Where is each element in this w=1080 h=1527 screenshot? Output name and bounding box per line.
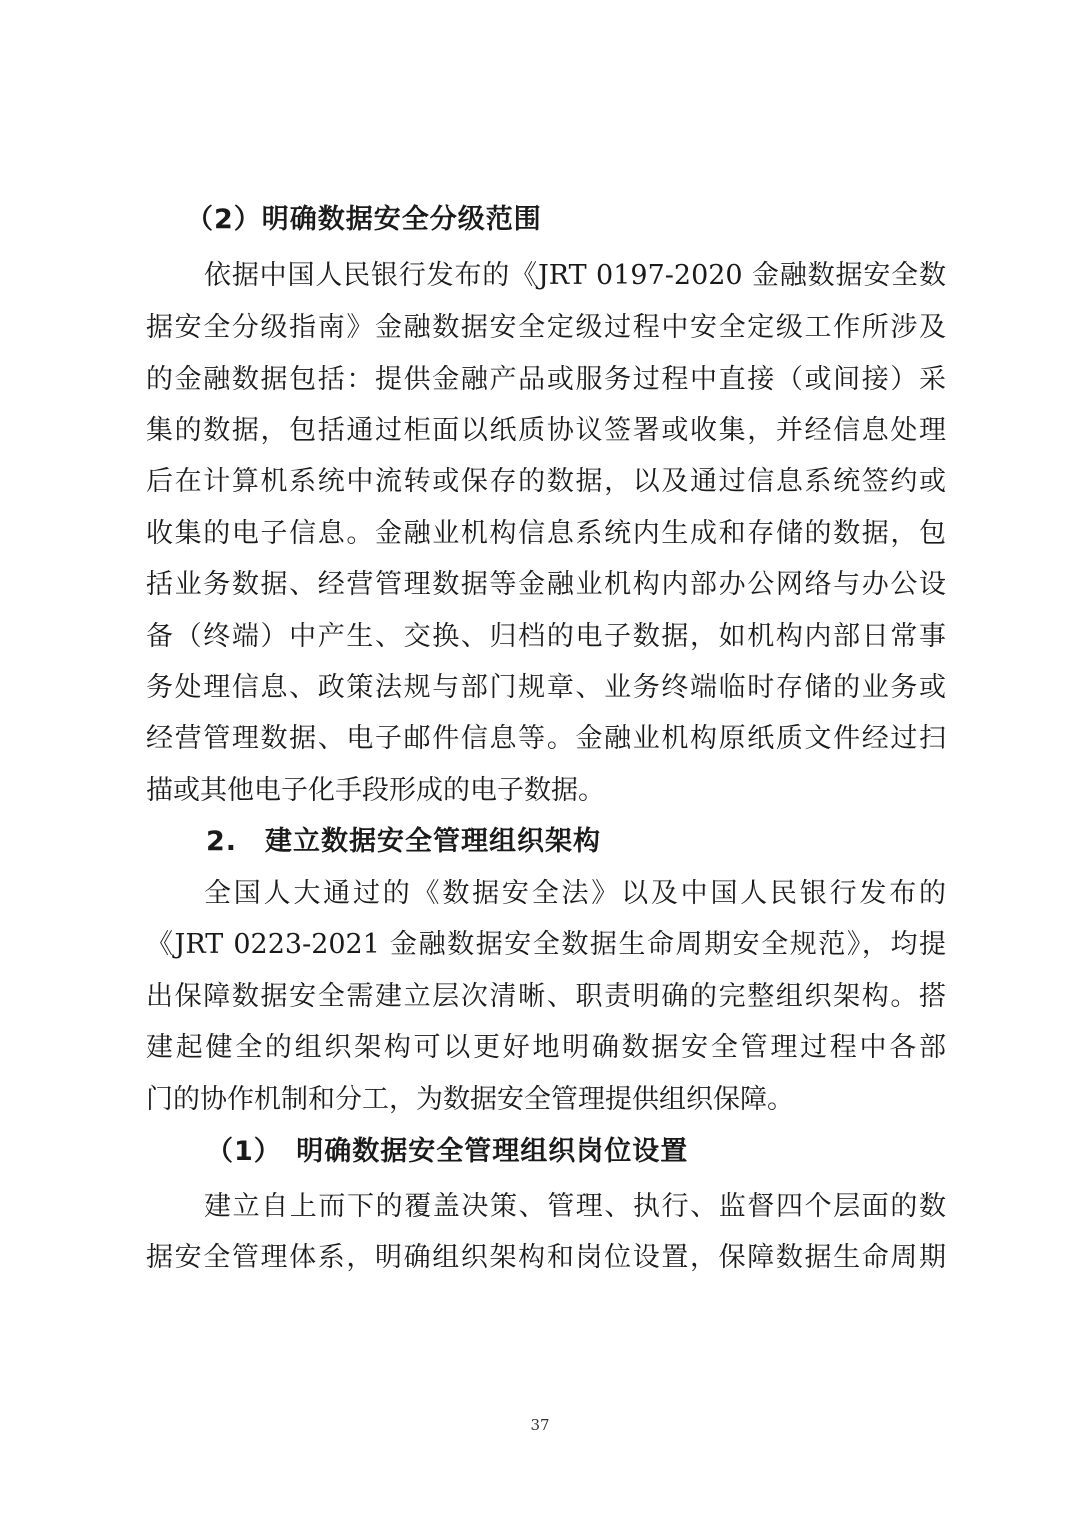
paragraph-line: 建起健全的组织架构可以更好地明确数据安全管理过程中各部 xyxy=(146,1032,946,1063)
paragraph-line: 的金融数据包括：提供金融产品或服务过程中直接（或间接）采 xyxy=(146,364,946,395)
paragraph-line: 务处理信息、政策法规与部门规章、业务终端临时存储的业务或 xyxy=(146,672,946,703)
paragraph-line: 集的数据，包括通过柜面以纸质协议签署或收集，并经信息处理 xyxy=(146,415,946,446)
paragraph-line: 门的协作机制和分工，为数据安全管理提供组织保障。 xyxy=(146,1084,794,1115)
paragraph-line: 依据中国人民银行发布的《JRT 0197-2020 金融数据安全数 xyxy=(204,260,946,291)
page-number: 37 xyxy=(530,1416,550,1434)
paragraph-line: 《JRT 0223-2021 金融数据安全数据生命周期安全规范》，均提 xyxy=(146,929,946,960)
paragraph-line: 描或其他电子化手段形成的电子数据。 xyxy=(146,775,605,806)
paragraph-line: 备（终端）中产生、交换、归档的电子数据，如机构内部日常事 xyxy=(146,621,946,652)
section-heading-organization: 2. 建立数据安全管理组织架构 xyxy=(206,826,602,857)
paragraph-line: 据安全分级指南》金融数据安全定级过程中安全定级工作所涉及 xyxy=(146,312,946,343)
section-heading-scope: （2）明确数据安全分级范围 xyxy=(186,204,542,235)
paragraph-line: 括业务数据、经营管理数据等金融业机构内部办公网络与办公设 xyxy=(146,569,946,600)
paragraph-line: 据安全管理体系，明确组织架构和岗位设置，保障数据生命周期 xyxy=(146,1242,946,1273)
paragraph-line: 出保障数据安全需建立层次清晰、职责明确的完整组织架构。搭 xyxy=(146,981,946,1012)
paragraph-line: 后在计算机系统中流转或保存的数据，以及通过信息系统签约或 xyxy=(146,466,946,497)
paragraph-line: 收集的电子信息。金融业机构信息系统内生成和存储的数据，包 xyxy=(146,518,946,549)
paragraph-line: 建立自上而下的覆盖决策、管理、执行、监督四个层面的数 xyxy=(204,1191,946,1222)
section-heading-positions: （1） 明确数据安全管理组织岗位设置 xyxy=(206,1136,689,1167)
paragraph-line: 经营管理数据、电子邮件信息等。金融业机构原纸质文件经过扫 xyxy=(146,723,946,754)
paragraph-line: 全国人大通过的《数据安全法》以及中国人民银行发布的 xyxy=(204,878,946,909)
